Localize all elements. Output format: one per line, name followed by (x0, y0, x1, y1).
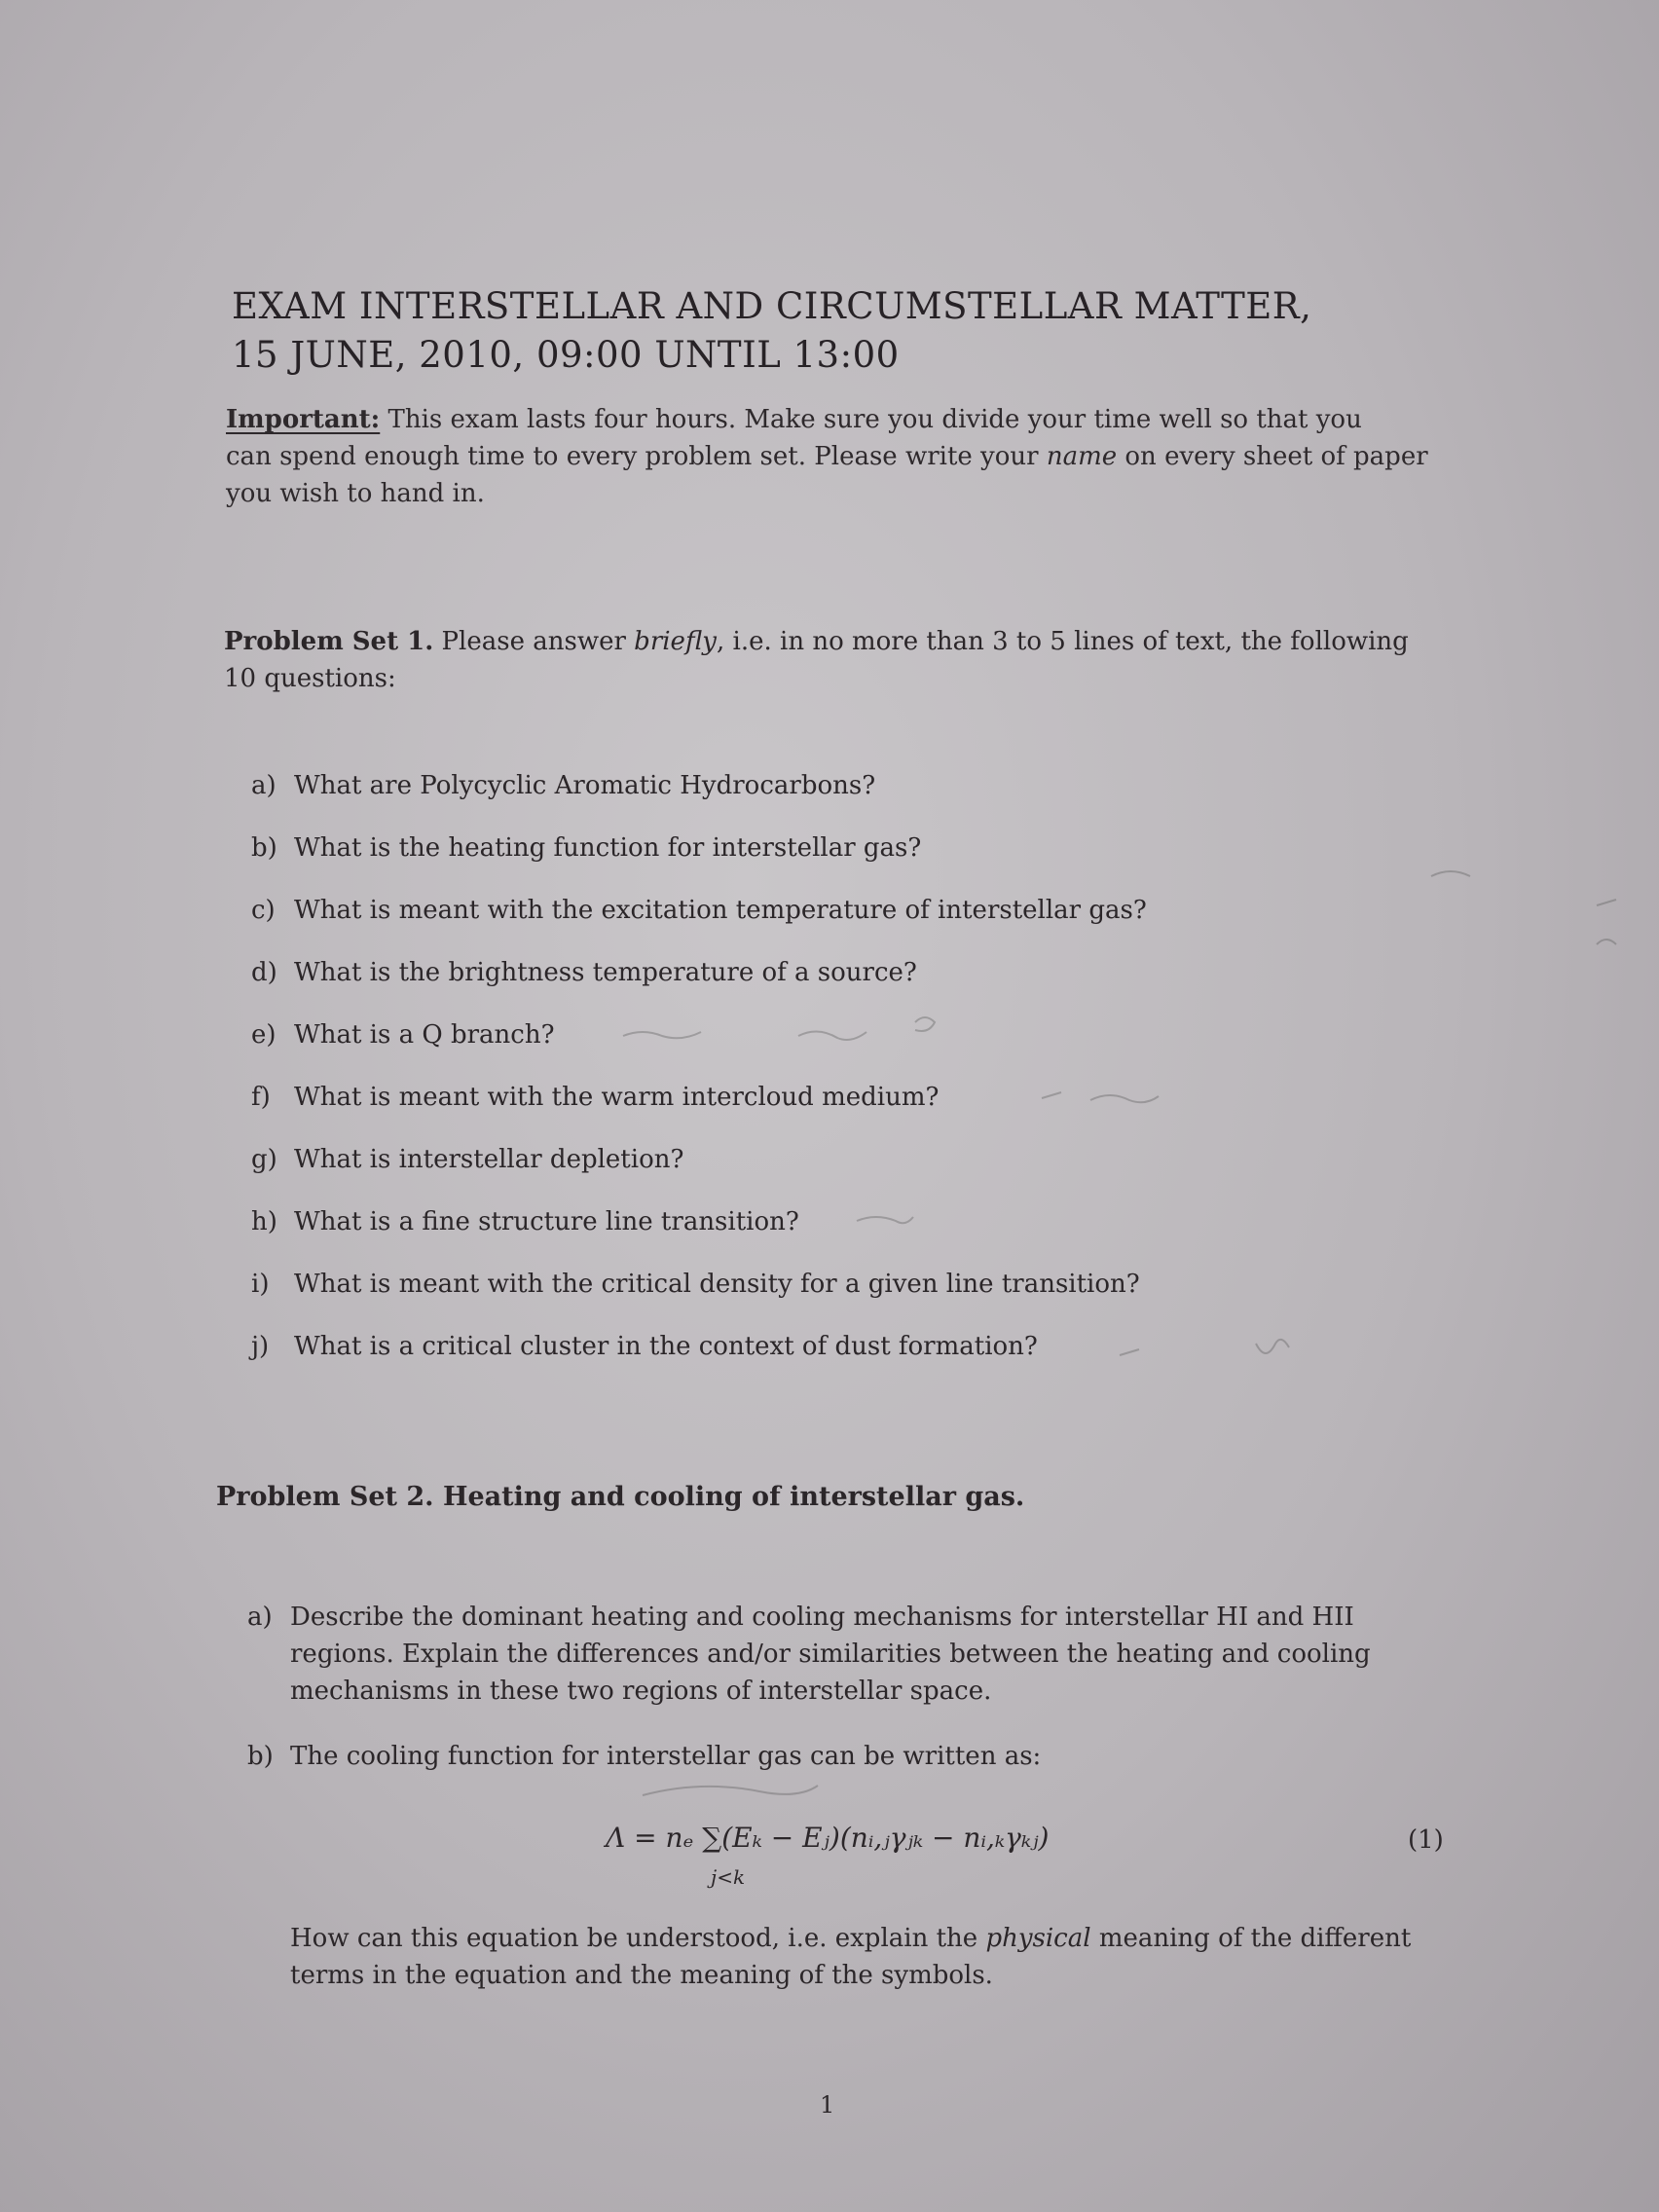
page-number: 1 (820, 2091, 835, 2119)
question-text: What is the brightness temperature of a source? (294, 958, 917, 987)
problem-set-2-part-b (247, 1739, 1041, 1774)
problem-set-1-label: Problem Set 1. (224, 627, 434, 656)
question-label: f) (251, 1083, 271, 1112)
important-label: Important: (226, 405, 381, 434)
question-label: h) (251, 1207, 277, 1236)
important-text-line-1: This exam lasts four hours. Make sure you divide your time well so that you (380, 405, 1362, 434)
problem-set-1-intro (224, 623, 1409, 697)
part-b-follow-emph: physical (985, 1924, 1091, 1953)
question-j (251, 1330, 1038, 1363)
question-text: What is a Q branch? (294, 1020, 555, 1050)
question-f (251, 1081, 939, 1114)
part-b-follow-line-2: terms in the equation and the meaning of the symbols. (290, 1961, 993, 1990)
question-h (251, 1205, 799, 1238)
important-text-line-3: you wish to hand in. (226, 479, 485, 508)
question-a (251, 769, 875, 802)
question-text: What is meant with the excitation temperature of interstellar gas? (294, 896, 1147, 925)
question-text: What is interstellar depletion? (294, 1145, 684, 1174)
question-text: What is a fine structure line transition? (294, 1207, 799, 1236)
part-a-line-2: regions. Explain the differences and/or similarities between the heating and cooling (290, 1640, 1371, 1669)
question-c (251, 894, 1147, 927)
question-d (251, 956, 917, 989)
important-text-line-2: can spend enough time to every problem set. Please write your (226, 442, 1047, 471)
part-b-label: b) (247, 1742, 274, 1771)
question-i (251, 1268, 1140, 1301)
problem-set-2-heading: Problem Set 2. Heating and cooling of interstellar gas. (216, 1482, 1025, 1512)
question-text: What is meant with the critical density for a given line transition? (294, 1270, 1140, 1299)
question-text: What is meant with the warm intercloud medium? (294, 1083, 940, 1112)
part-b-text: The cooling function for interstellar gas can be written as: (290, 1742, 1042, 1771)
question-label: b) (251, 833, 277, 863)
question-text: What is the heating function for interstellar gas? (294, 833, 922, 863)
question-g (251, 1143, 683, 1176)
equation-sum-subscript: j<k (711, 1865, 746, 1889)
part-a-label: a) (247, 1603, 273, 1632)
question-label: c) (251, 896, 276, 925)
exam-title-line-2: 15 JUNE, 2010, 09:00 UNTIL 13:00 (232, 334, 900, 376)
question-label: e) (251, 1020, 276, 1050)
important-notice (226, 401, 1428, 512)
question-e (251, 1018, 555, 1051)
problem-set-1-intro-emph: briefly (634, 627, 717, 656)
problem-set-2-part-a (247, 1599, 1371, 1710)
question-text: What is a critical cluster in the context of dust formation? (294, 1332, 1038, 1361)
question-text: What are Polycyclic Aromatic Hydrocarbons? (294, 771, 876, 800)
question-label: d) (251, 958, 277, 987)
exam-title (232, 282, 1311, 380)
equation-number: (1) (1408, 1825, 1444, 1855)
cooling-function-equation: Λ = nₑ ∑(Eₖ − Eⱼ)(nᵢ,ⱼγⱼₖ − nᵢ,ₖγₖⱼ) (606, 1822, 1050, 1854)
problem-set-1-intro-a: Please answer (433, 627, 635, 656)
exam-title-line-1: EXAM INTERSTELLAR AND CIRCUMSTELLAR MATTER, (232, 285, 1312, 327)
problem-set-1-intro-line-2: 10 questions: (224, 664, 396, 693)
part-a-line-3: mechanisms in these two regions of interstellar space. (290, 1677, 992, 1706)
question-label: j) (251, 1332, 270, 1361)
question-label: i) (251, 1270, 270, 1299)
question-label: a) (251, 771, 276, 800)
part-b-follow-b: meaning of the different (1090, 1924, 1412, 1953)
problem-set-1-intro-b: , i.e. in no more than 3 to 5 lines of text, the following (716, 627, 1409, 656)
part-b-follow-a: How can this equation be understood, i.e. explain the (290, 1924, 986, 1953)
question-label: g) (251, 1145, 277, 1174)
part-a-line-1: Describe the dominant heating and cooling mechanisms for interstellar HI and HII (290, 1603, 1354, 1632)
important-name-word: name (1046, 442, 1118, 471)
question-b (251, 831, 921, 865)
important-text-line-2-end: on every sheet of paper (1117, 442, 1428, 471)
part-b-follow-up (290, 1920, 1411, 1994)
